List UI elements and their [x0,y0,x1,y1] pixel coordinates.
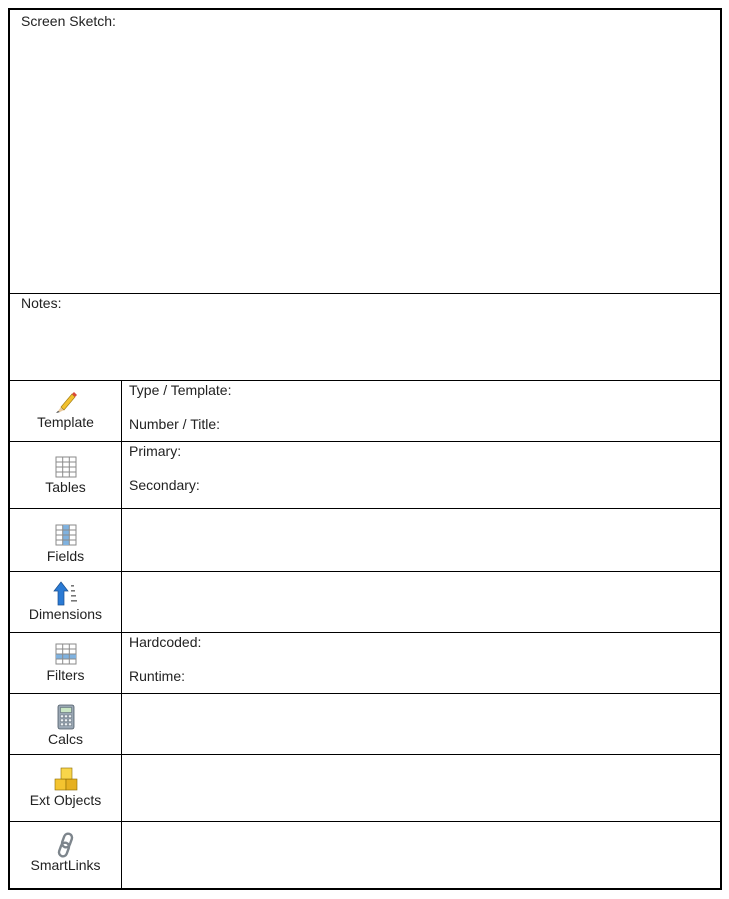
cubes-icon [53,766,79,792]
up-arrow-dimensions-icon [53,580,79,606]
hardcoded-label: Hardcoded: [129,634,202,650]
row-ext-objects-title: Ext Objects [29,792,102,808]
row-smartlinks-header [10,822,122,888]
row-fields-title: Fields [46,548,85,564]
notes-area[interactable] [10,294,720,381]
row-filters-header [10,633,122,693]
screen-sketch-area[interactable] [10,10,720,294]
pencil-icon [53,388,79,414]
row-smartlinks-title: SmartLinks [30,857,101,873]
grid-filter-icon [53,641,79,667]
number-title-label: Number / Title: [129,416,221,432]
grid-table-icon [53,454,79,480]
row-filters-title: Filters [46,667,85,683]
row-calcs-header [10,694,122,754]
type-template-label: Type / Template: [129,382,232,398]
row-fields-header [10,509,122,571]
screen-sketch-label: Screen Sketch: [21,13,116,29]
calculator-icon [53,704,79,730]
row-template-header [10,381,122,441]
row-ext-objects [10,755,720,822]
row-tables [10,442,720,509]
row-smartlinks [10,822,720,888]
row-fields [10,509,720,572]
row-dimensions-header [10,572,122,632]
secondary-label: Secondary: [129,477,200,493]
row-ext-objects-header [10,755,122,821]
notes-label: Notes: [21,295,62,311]
form-sheet [8,8,722,890]
row-filters [10,633,720,694]
row-calcs-title: Calcs [47,731,83,747]
grid-column-icon [53,522,79,548]
primary-label: Primary: [129,443,182,459]
row-tables-title: Tables [45,479,86,495]
row-calcs [10,694,720,755]
row-template-title: Template [37,414,94,430]
row-dimensions [10,572,720,633]
chain-link-icon [53,832,79,858]
row-tables-header [10,442,122,508]
row-template [10,381,720,442]
runtime-label: Runtime: [129,668,186,684]
row-dimensions-title: Dimensions [28,606,103,622]
